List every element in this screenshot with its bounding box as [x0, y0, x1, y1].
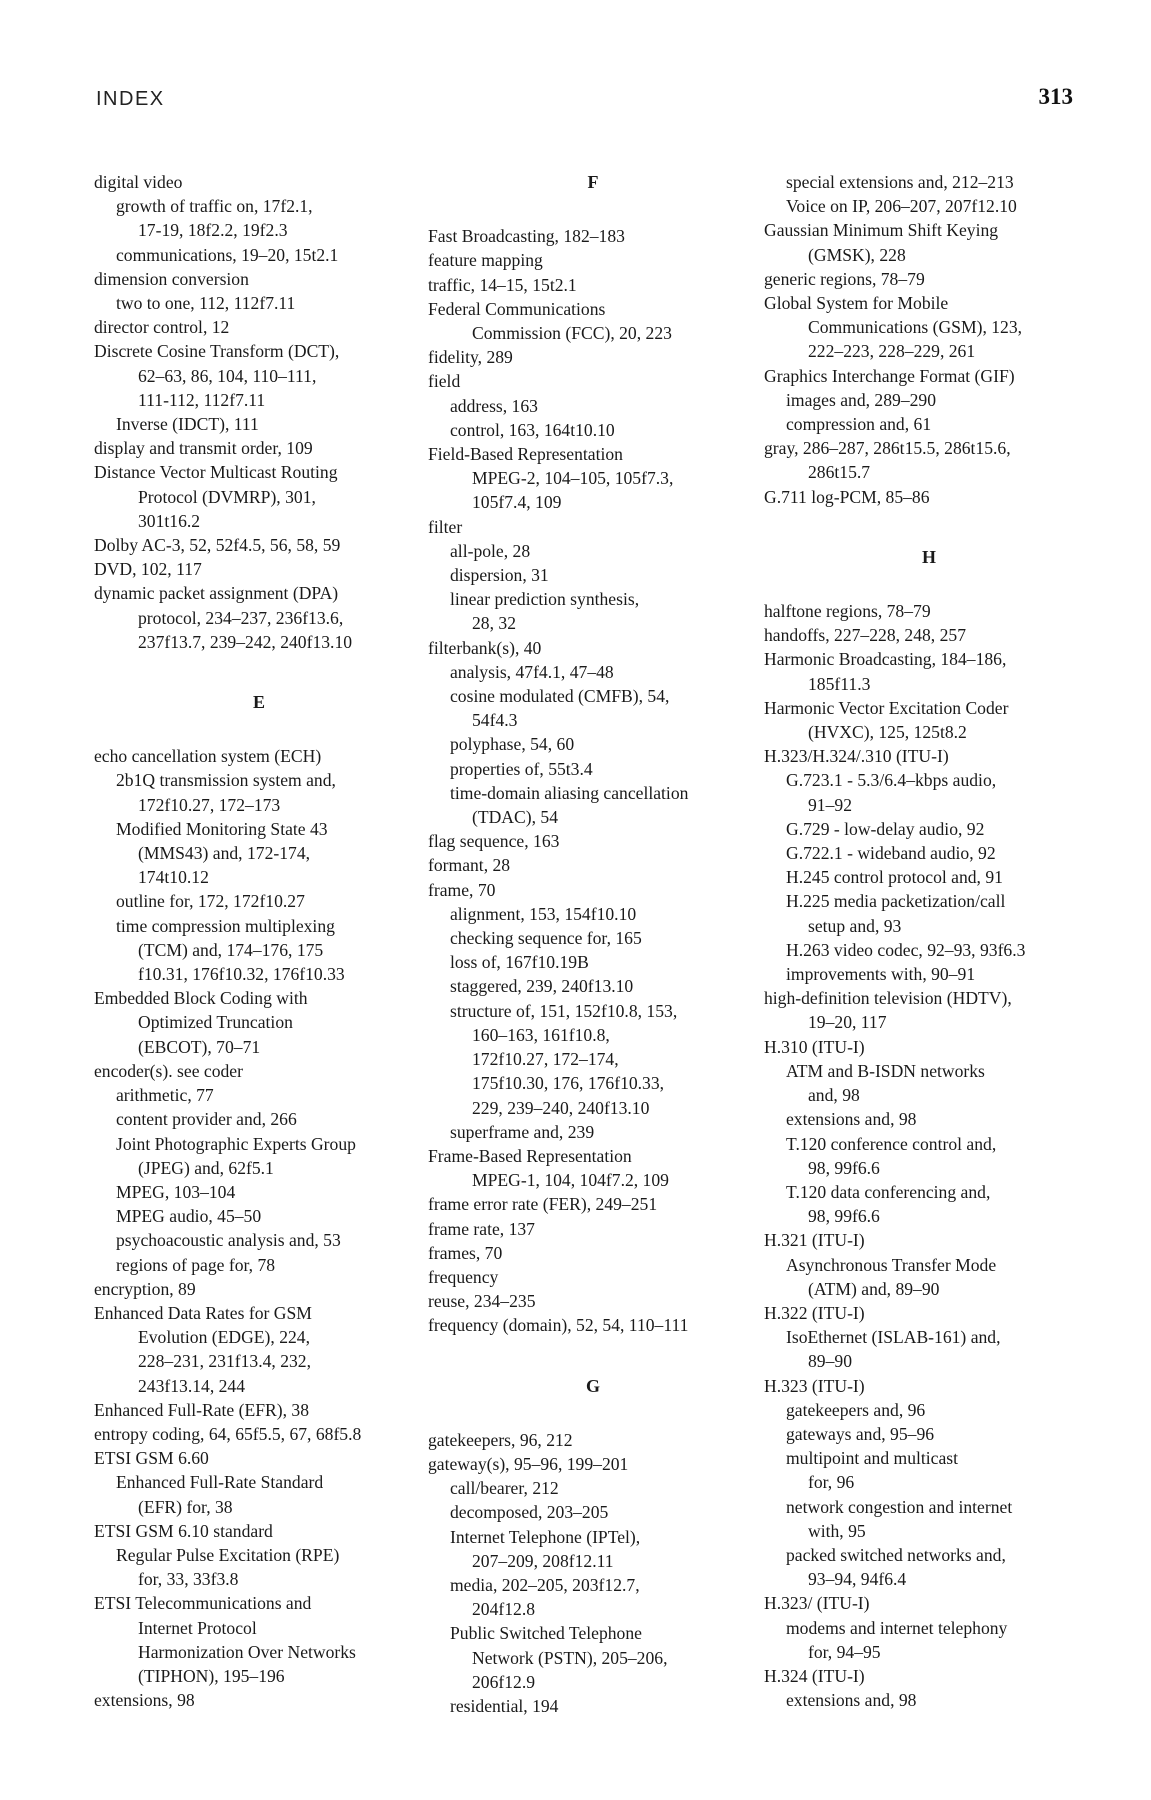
index-entry: Enhanced Full-Rate Standard — [116, 1472, 324, 1493]
index-entry: 174t10.12 — [138, 867, 209, 888]
index-entry: G.722.1 - wideband audio, 92 — [786, 843, 996, 864]
index-entry: growth of traffic on, 17f2.1, — [116, 196, 313, 217]
index-entry: Inverse (IDCT), 111 — [116, 414, 259, 435]
index-entry: time-domain aliasing cancellation — [450, 782, 689, 803]
index-entry: alignment, 153, 154f10.10 — [450, 903, 637, 924]
index-entry: (JPEG) and, 62f5.1 — [138, 1157, 274, 1178]
index-entry: analysis, 47f4.1, 47–48 — [450, 661, 614, 682]
index-entry: 89–90 — [808, 1351, 852, 1372]
index-entry: filter — [428, 516, 463, 537]
index-entry: f10.31, 176f10.32, 176f10.33 — [138, 964, 345, 985]
index-entry: Embedded Block Coding with — [94, 988, 308, 1009]
index-entry: H.323/H.324/.310 (ITU-I) — [764, 746, 949, 767]
index-entry: Enhanced Data Rates for GSM — [94, 1302, 312, 1323]
index-entry: (EFR) for, 38 — [138, 1496, 233, 1517]
index-entry: Harmonic Broadcasting, 184–186, — [764, 649, 1007, 670]
running-head: INDEX — [96, 88, 165, 110]
index-entry: Enhanced Full-Rate (EFR), 38 — [94, 1399, 309, 1420]
index-entry: arithmetic, 77 — [116, 1085, 214, 1106]
index-entry: loss of, 167f10.19B — [450, 952, 589, 973]
index-entry: halftone regions, 78–79 — [764, 601, 931, 622]
index-entry: fidelity, 289 — [428, 347, 513, 368]
index-entry: G.711 log-PCM, 85–86 — [764, 486, 930, 507]
index-entry: outline for, 172, 172f10.27 — [116, 891, 305, 912]
index-entry: display and transmit order, 109 — [94, 438, 313, 459]
index-entry: structure of, 151, 152f10.8, 153, — [450, 1000, 678, 1021]
index-entry: 237f13.7, 239–242, 240f13.10 — [138, 631, 353, 652]
index-entry: feature mapping — [428, 250, 543, 271]
section-letter-heading: G — [585, 1375, 600, 1396]
index-entry: (HVXC), 125, 125t8.2 — [808, 722, 967, 743]
index-entry: Public Switched Telephone — [450, 1623, 642, 1644]
index-entry: images and, 289–290 — [786, 389, 937, 410]
index-entry: ATM and B-ISDN networks — [786, 1060, 985, 1081]
index-entry: cosine modulated (CMFB), 54, — [450, 686, 670, 707]
index-entry: modems and internet telephony — [786, 1617, 1008, 1638]
index-entry: communications, 19–20, 15t2.1 — [116, 244, 339, 265]
index-entry: T.120 data conferencing and, — [786, 1181, 991, 1202]
index-entry: 175f10.30, 176, 176f10.33, — [472, 1073, 665, 1094]
index-entry: 98, 99f6.6 — [808, 1206, 880, 1227]
index-entry: DVD, 102, 117 — [94, 559, 202, 580]
index-entry: 98, 99f6.6 — [808, 1157, 880, 1178]
index-entry: 172f10.27, 172–174, — [472, 1049, 619, 1070]
index-entry: H.323 (ITU-I) — [764, 1375, 865, 1396]
index-entry: dispersion, 31 — [450, 565, 549, 586]
index-entry: (ATM) and, 89–90 — [808, 1278, 940, 1299]
index-entry: H.225 media packetization/call — [786, 891, 1006, 912]
index-entry: with, 95 — [808, 1520, 866, 1541]
index-entry: extensions, 98 — [94, 1690, 195, 1711]
index-entry: 286t15.7 — [808, 462, 871, 483]
index-entry: polyphase, 54, 60 — [450, 734, 575, 755]
index-entry: for, 96 — [808, 1472, 855, 1493]
index-entry: (TDAC), 54 — [472, 807, 559, 828]
index-entry: reuse, 234–235 — [428, 1291, 536, 1312]
index-entry: (MMS43) and, 172-174, — [138, 843, 311, 864]
index-entry: regions of page for, 78 — [116, 1254, 276, 1275]
index-entry: setup and, 93 — [808, 915, 902, 936]
index-entry: Frame-Based Representation — [428, 1145, 632, 1166]
index-entry: network congestion and internet — [786, 1496, 1013, 1517]
index-entry: linear prediction synthesis, — [450, 589, 640, 610]
index-entry: Federal Communications — [428, 298, 606, 319]
index-entry: Discrete Cosine Transform (DCT), — [94, 341, 340, 362]
index-entry: 62–63, 86, 104, 110–111, — [138, 365, 317, 386]
index-entry: two to one, 112, 112f7.11 — [116, 293, 296, 314]
page-number: 313 — [1038, 84, 1073, 109]
index-entry: 301t16.2 — [138, 510, 201, 531]
index-entry: gateway(s), 95–96, 199–201 — [428, 1453, 629, 1474]
index-entry: 28, 32 — [472, 613, 516, 634]
index-entry: G.729 - low-delay audio, 92 — [786, 818, 985, 839]
index-entry: 19–20, 117 — [808, 1012, 887, 1033]
index-entry: psychoacoustic analysis and, 53 — [116, 1230, 341, 1251]
index-entry: frames, 70 — [428, 1242, 503, 1263]
index-entry: media, 202–205, 203f12.7, — [450, 1574, 640, 1595]
index-entry: (GMSK), 228 — [808, 244, 906, 265]
index-entry: director control, 12 — [94, 317, 230, 338]
index-entry: MPEG-2, 104–105, 105f7.3, — [472, 468, 674, 489]
index-entry: frame error rate (FER), 249–251 — [428, 1194, 658, 1215]
index-entry: digital video — [94, 172, 183, 192]
index-entry: Network (PSTN), 205–206, — [472, 1647, 668, 1668]
index-entry: special extensions and, 212–213 — [786, 172, 1014, 192]
index-entry: superframe and, 239 — [450, 1121, 595, 1142]
index-entry: call/bearer, 212 — [450, 1478, 559, 1499]
index-entry: ETSI Telecommunications and — [94, 1593, 312, 1614]
index-entry: 17-19, 18f2.2, 19f2.3 — [138, 220, 288, 241]
index-entry: encoder(s). see coder — [94, 1060, 243, 1081]
index-entry: Modified Monitoring State 43 — [116, 818, 328, 839]
index-entry: 54f4.3 — [472, 710, 518, 731]
index-entry: time compression multiplexing — [116, 915, 335, 936]
index-entry: decomposed, 203–205 — [450, 1502, 609, 1523]
index-entry: ETSI GSM 6.60 — [94, 1448, 209, 1469]
index-entry: 222–223, 228–229, 261 — [808, 341, 976, 362]
index-entry: Internet Telephone (IPTel), — [450, 1526, 641, 1547]
index-entry: entropy coding, 64, 65f5.5, 67, 68f5.8 — [94, 1423, 362, 1444]
index-entry: Global System for Mobile — [764, 293, 949, 314]
section-letter-heading: E — [252, 692, 265, 713]
index-entry: 105f7.4, 109 — [472, 492, 562, 513]
index-entry: frequency (domain), 52, 54, 110–111 — [428, 1315, 689, 1336]
index-entry: Regular Pulse Excitation (RPE) — [116, 1544, 340, 1565]
index-entry: content provider and, 266 — [116, 1109, 297, 1130]
index-entry: extensions and, 98 — [786, 1690, 917, 1711]
index-entry: Harmonic Vector Excitation Coder — [764, 697, 1009, 718]
index-entry: 229, 239–240, 240f13.10 — [472, 1097, 650, 1118]
index-entry: gray, 286–287, 286t15.5, 286t15.6, — [764, 438, 1011, 459]
index-entry: H.263 video codec, 92–93, 93f6.3 — [786, 939, 1026, 960]
index-entry: Joint Photographic Experts Group — [116, 1133, 356, 1154]
index-entry: gateways and, 95–96 — [786, 1423, 935, 1444]
index-entry: control, 163, 164t10.10 — [450, 419, 615, 440]
index-column-3 — [764, 170, 1094, 1712]
index-entry: 185f11.3 — [808, 673, 871, 694]
index-entry: extensions and, 98 — [786, 1109, 917, 1130]
index-entry: properties of, 55t3.4 — [450, 758, 593, 779]
index-entry: gatekeepers, 96, 212 — [428, 1429, 573, 1450]
index-entry: 93–94, 94f6.4 — [808, 1569, 907, 1590]
index-entry: (EBCOT), 70–71 — [138, 1036, 261, 1057]
index-entry: 172f10.27, 172–173 — [138, 794, 281, 815]
index-entry: filterbank(s), 40 — [428, 637, 542, 658]
index-entry: MPEG audio, 45–50 — [116, 1206, 262, 1227]
index-entry: H.321 (ITU-I) — [764, 1230, 865, 1251]
index-entry: checking sequence for, 165 — [450, 928, 642, 949]
index-entry: Voice on IP, 206–207, 207f12.10 — [786, 196, 1017, 217]
index-entry: improvements with, 90–91 — [786, 964, 976, 985]
index-entry: ETSI GSM 6.10 standard — [94, 1520, 273, 1541]
index-entry: dimension conversion — [94, 268, 249, 289]
index-entry: Harmonization Over Networks — [138, 1641, 356, 1662]
index-entry: Field-Based Representation — [428, 444, 623, 465]
index-entry: traffic, 14–15, 15t2.1 — [428, 274, 577, 295]
index-entry: for, 33, 33f3.8 — [138, 1569, 239, 1590]
index-entry: H.310 (ITU-I) — [764, 1036, 865, 1057]
index-entry: MPEG-1, 104, 104f7.2, 109 — [472, 1170, 669, 1191]
index-entry: 160–163, 161f10.8, — [472, 1024, 610, 1045]
index-entry: for, 94–95 — [808, 1641, 881, 1662]
index-column-1 — [94, 170, 424, 1712]
index-entry: Commission (FCC), 20, 223 — [472, 323, 672, 343]
index-entry: Optimized Truncation — [138, 1012, 293, 1033]
section-letter-heading: H — [921, 546, 936, 567]
index-entry: Communications (GSM), 123, — [808, 317, 1023, 338]
index-entry: echo cancellation system (ECH) — [94, 746, 322, 767]
index-entry: Gaussian Minimum Shift Keying — [764, 220, 999, 241]
index-entry: frame rate, 137 — [428, 1218, 535, 1239]
index-entry: gatekeepers and, 96 — [786, 1399, 926, 1420]
index-entry: G.723.1 - 5.3/6.4–kbps audio, — [786, 770, 997, 791]
index-entry: IsoEthernet (ISLAB-161) and, — [786, 1327, 1001, 1348]
index-entry: 204f12.8 — [472, 1599, 536, 1620]
index-entry: frame, 70 — [428, 879, 496, 900]
index-entry: 243f13.14, 244 — [138, 1375, 246, 1396]
index-entry: H.322 (ITU-I) — [764, 1302, 865, 1323]
index-entry: T.120 conference control and, — [786, 1133, 997, 1154]
index-entry: residential, 194 — [450, 1695, 559, 1716]
index-entry: MPEG, 103–104 — [116, 1181, 236, 1202]
index-entry: Internet Protocol — [138, 1617, 257, 1638]
index-entry: frequency — [428, 1266, 499, 1287]
index-entry: dynamic packet assignment (DPA) — [94, 583, 339, 604]
index-entry: generic regions, 78–79 — [764, 268, 925, 289]
index-entry: address, 163 — [450, 395, 538, 416]
index-entry: 207–209, 208f12.11 — [472, 1550, 614, 1571]
index-column-2 — [428, 170, 758, 1718]
index-entry: 111-112, 112f7.11 — [138, 389, 266, 410]
index-entry: H.324 (ITU-I) — [764, 1665, 865, 1686]
index-entry: Dolby AC-3, 52, 52f4.5, 56, 58, 59 — [94, 535, 341, 556]
index-entry: compression and, 61 — [786, 414, 932, 435]
index-entry: staggered, 239, 240f13.10 — [450, 976, 634, 997]
index-entry: Evolution (EDGE), 224, — [138, 1327, 311, 1348]
index-entry: high-definition television (HDTV), — [764, 988, 1012, 1009]
section-letter-heading: F — [587, 172, 599, 192]
index-entry: packed switched networks and, — [786, 1544, 1006, 1565]
index-entry: Fast Broadcasting, 182–183 — [428, 226, 625, 247]
index-entry: (TCM) and, 174–176, 175 — [138, 939, 324, 960]
index-entry: Asynchronous Transfer Mode — [786, 1254, 997, 1275]
index-entry: Distance Vector Multicast Routing — [94, 462, 338, 483]
index-entry: 228–231, 231f13.4, 232, — [138, 1351, 311, 1372]
index-entry: handoffs, 227–228, 248, 257 — [764, 625, 966, 646]
index-entry: Protocol (DVMRP), 301, — [138, 486, 316, 507]
index-entry: 91–92 — [808, 794, 852, 815]
index-entry: encryption, 89 — [94, 1278, 196, 1299]
index-entry: 2b1Q transmission system and, — [116, 770, 336, 791]
index-entry: all-pole, 28 — [450, 540, 531, 561]
index-entry: H.323/ (ITU-I) — [764, 1593, 870, 1614]
index-entry: multipoint and multicast — [786, 1448, 959, 1469]
index-entry: H.245 control protocol and, 91 — [786, 867, 1003, 888]
index-entry: formant, 28 — [428, 855, 511, 876]
index-entry: (TIPHON), 195–196 — [138, 1665, 285, 1686]
index-entry: field — [428, 371, 461, 392]
index-entry: 206f12.9 — [472, 1671, 536, 1692]
index-entry: protocol, 234–237, 236f13.6, — [138, 607, 344, 628]
index-entry: flag sequence, 163 — [428, 831, 560, 852]
index-entry: Graphics Interchange Format (GIF) — [764, 365, 1015, 386]
index-entry: and, 98 — [808, 1085, 860, 1106]
